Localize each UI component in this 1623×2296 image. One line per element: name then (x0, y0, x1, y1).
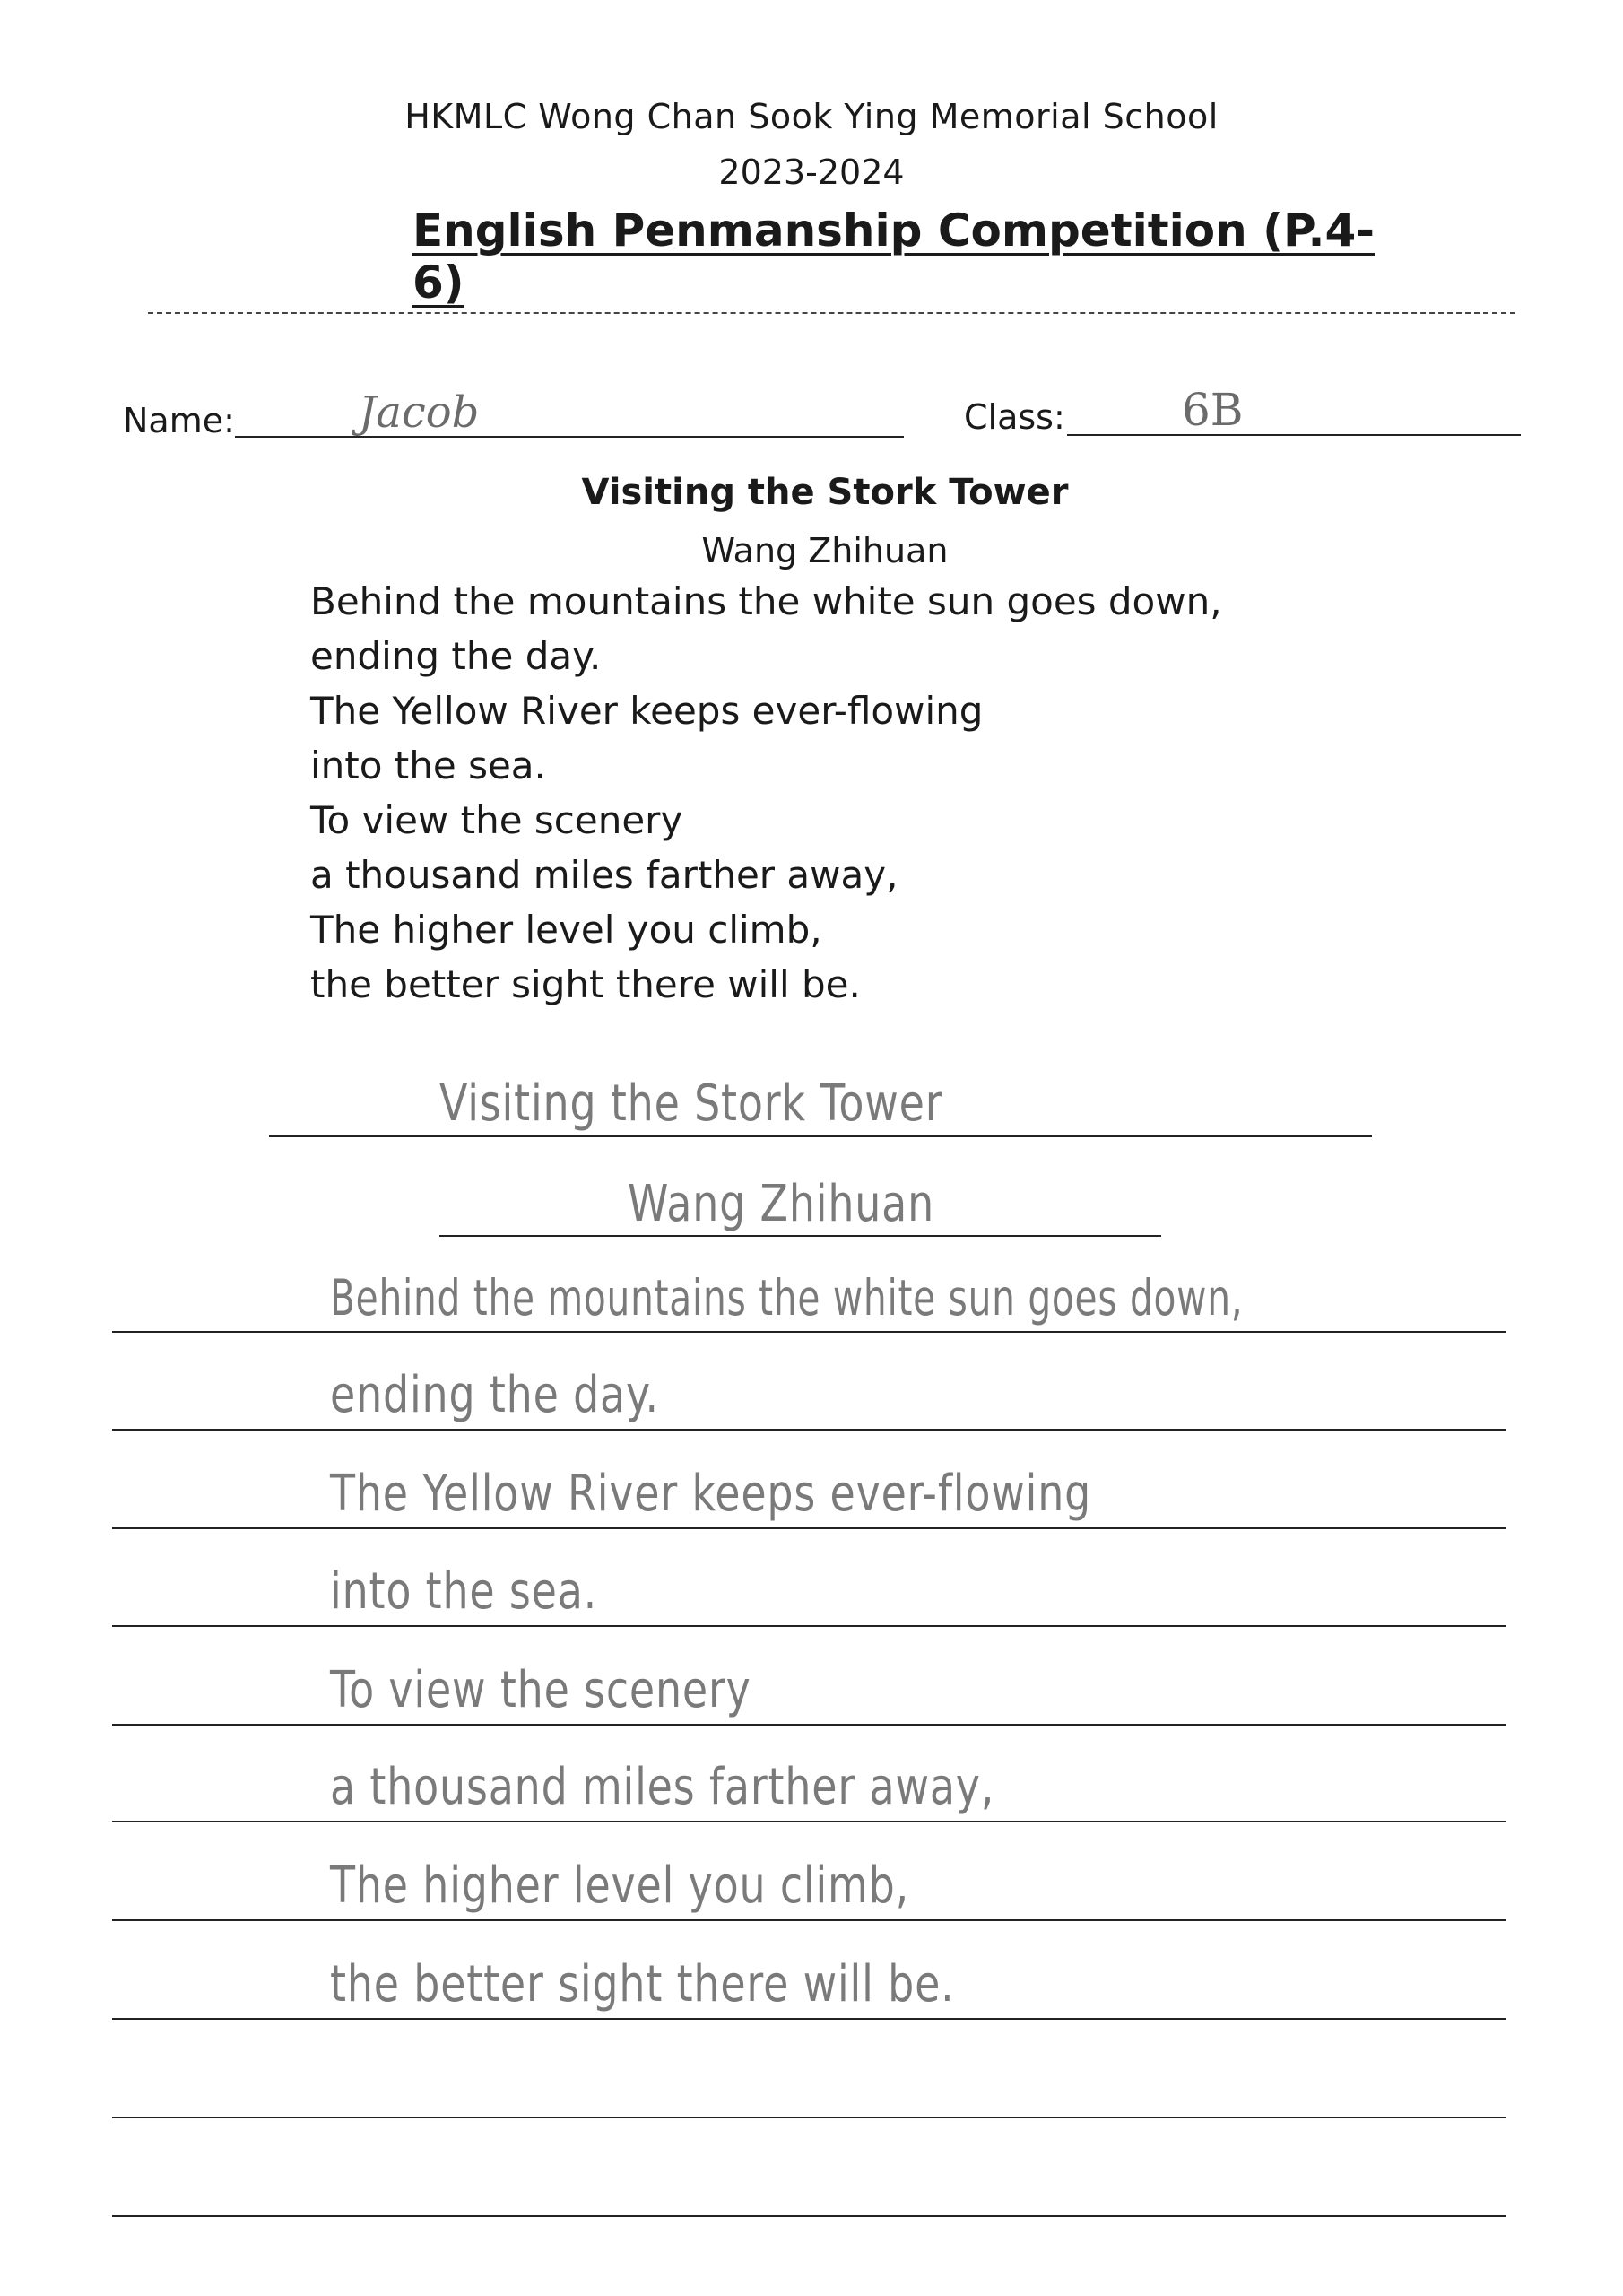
writing-line-title[interactable] (269, 1135, 1372, 1137)
poem-line: a thousand miles farther away, (310, 853, 898, 897)
class-field-line[interactable] (1067, 434, 1521, 436)
class-label: Class: (964, 397, 1065, 437)
writing-line-empty[interactable] (112, 2215, 1506, 2217)
class-value: 6B (1182, 384, 1244, 436)
poem-author: Wang Zhihuan (701, 531, 949, 570)
poem-line: the better sight there will be. (310, 962, 861, 1006)
handwritten-line: a thousand miles farther away, (330, 1758, 995, 1816)
handwritten-line: The Yellow River keeps ever-flowing (330, 1465, 1092, 1523)
writing-line[interactable] (112, 1429, 1506, 1431)
poem-text (310, 574, 1222, 1012)
handwritten-line: into the sea. (330, 1562, 598, 1621)
school-name: HKMLC Wong Chan Sook Ying Memorial School (404, 97, 1219, 136)
poem-line: The higher level you climb, (310, 908, 822, 952)
writing-line[interactable] (112, 1527, 1506, 1529)
handwritten-line: The higher level you climb, (330, 1857, 909, 1915)
name-label: Name: (123, 401, 235, 440)
writing-line[interactable] (112, 1331, 1506, 1333)
poem-line: into the sea. (310, 744, 546, 787)
school-year: 2023-2024 (718, 152, 905, 192)
writing-line[interactable] (112, 1625, 1506, 1627)
competition-title: English Penmanship Competition (P.4-6) (412, 204, 1375, 309)
handwritten-line: Behind the mountains the white sun goes down, (330, 1269, 1244, 1326)
handwritten-author: Wang Zhihuan (628, 1175, 935, 1233)
writing-line-empty[interactable] (112, 2117, 1506, 2118)
handwritten-title: Visiting the Stork Tower (439, 1074, 943, 1133)
poem-line: ending the day. (310, 634, 602, 678)
name-field-line[interactable] (235, 436, 904, 438)
writing-line[interactable] (112, 1724, 1506, 1726)
writing-line-author[interactable] (439, 1235, 1161, 1237)
name-value: Jacob (359, 387, 480, 438)
writing-line[interactable] (112, 1821, 1506, 1822)
poem-title: Visiting the Stork Tower (581, 472, 1069, 513)
dashed-divider (148, 312, 1515, 314)
poem-line: Behind the mountains the white sun goes down, (310, 579, 1222, 623)
poem-line: To view the scenery (310, 798, 683, 842)
writing-line[interactable] (112, 2018, 1506, 2020)
handwritten-line: the better sight there will be. (330, 1955, 955, 2013)
handwritten-line: ending the day. (330, 1366, 659, 1424)
poem-line: The Yellow River keeps ever-flowing (310, 689, 984, 733)
writing-line[interactable] (112, 1919, 1506, 1921)
handwritten-line: To view the scenery (330, 1661, 751, 1719)
